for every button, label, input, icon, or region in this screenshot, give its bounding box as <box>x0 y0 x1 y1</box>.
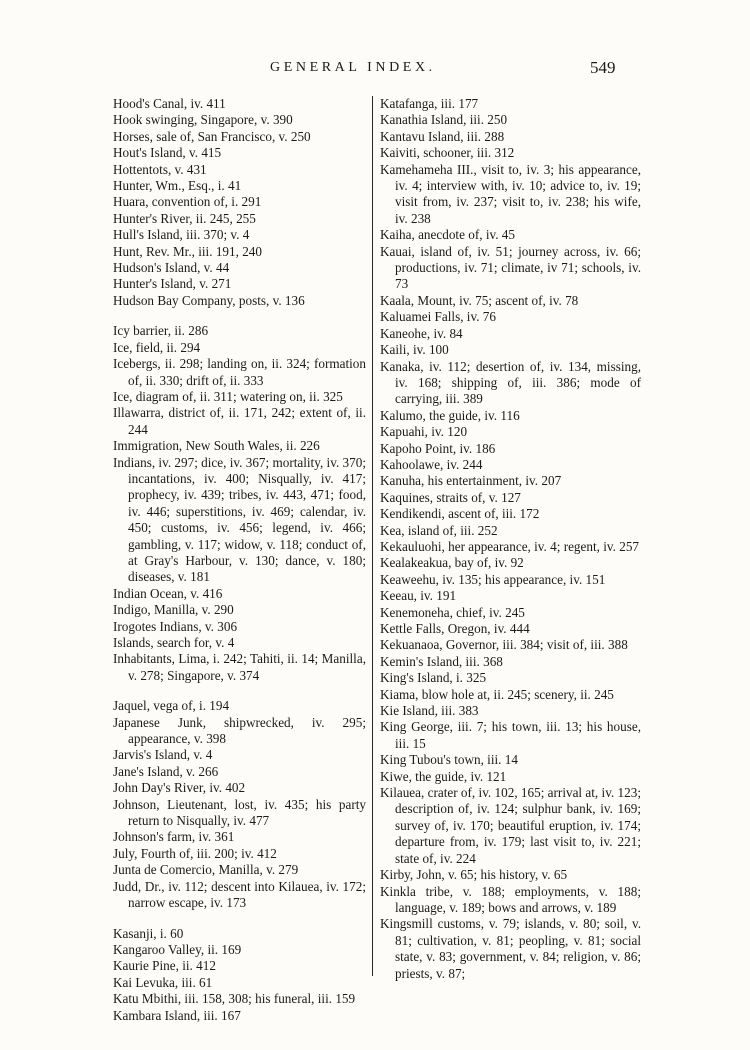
page-number: 549 <box>590 58 616 77</box>
index-entry: Kaiviti, schooner, iii. 312 <box>380 145 515 161</box>
index-entry: Kapoho Point, iv. 186 <box>380 440 496 456</box>
running-title: GENERAL INDEX. <box>270 60 436 75</box>
index-entry: Hout's Island, v. 415 <box>113 145 222 161</box>
index-entry: Hook swinging, Singapore, v. 390 <box>113 112 293 128</box>
index-entry: Kangaroo Valley, ii. 169 <box>113 941 242 957</box>
right-index-column <box>380 96 641 982</box>
index-entry: Kantavu Island, iii. 288 <box>380 128 505 144</box>
index-entry: Kirby, John, v. 65; his history, v. 65 <box>380 867 568 883</box>
index-entry: Kealakeakua, bay of, iv. 92 <box>380 555 524 571</box>
index-entry: Keaweehu, iv. 135; his appearance, iv. 151 <box>380 571 606 587</box>
index-entry: Junta de Comercio, Manilla, v. 279 <box>113 862 299 878</box>
index-entry: Kilauea, crater of, iv. 102, 165; arrival at, iv. 123; description of, iv. 124; sulphur bank, iv. 169; survey of, iv. 170; beautiful eruption, iv. 174; departure from, iv. 179; last visit to, iv. 221; state of, iv. 224 <box>380 785 641 866</box>
column-divider <box>372 96 373 976</box>
index-entry: Kaala, Mount, iv. 75; ascent of, iv. 78 <box>380 292 579 308</box>
index-entry: July, Fourth of, iii. 200; iv. 412 <box>113 845 277 861</box>
index-entry: Kemin's Island, iii. 368 <box>380 653 503 669</box>
index-entry: Icebergs, ii. 298; landing on, ii. 324; formation of, ii. 330; drift of, ii. 333 <box>113 356 366 388</box>
index-entry: Kettle Falls, Oregon, iv. 444 <box>380 621 530 636</box>
index-entry: Kalumo, the guide, iv. 116 <box>380 407 520 423</box>
index-entry: Hunt, Rev. Mr., iii. 191, 240 <box>113 243 262 259</box>
index-entry: Hunter's Island, v. 271 <box>113 276 232 292</box>
letter-group-gap <box>113 309 366 323</box>
index-entry: Kaiha, anecdote of, iv. 45 <box>380 227 515 243</box>
index-entry: Kambara Island, iii. 167 <box>113 1007 241 1023</box>
index-entry: Hunter, Wm., Esq., i. 41 <box>113 178 242 194</box>
index-entry: Kenemoneha, chief, iv. 245 <box>380 604 525 620</box>
index-entry: Kapuahi, iv. 120 <box>380 424 468 440</box>
index-entry: Johnson, Lieutenant, lost, iv. 435; his party return to Nisqually, iv. 477 <box>113 796 366 829</box>
index-entry: Hottentots, v. 431 <box>113 161 207 177</box>
index-entry: King Tubou's town, iii. 14 <box>380 752 518 768</box>
index-entry: Jane's Island, v. 266 <box>113 763 219 779</box>
index-entry: Judd, Dr., iv. 112; descent into Kilauea, iv. 172; narrow escape, iv. 173 <box>113 878 366 911</box>
index-entry: Japanese Junk, shipwrecked, iv. 295; appearance, v. 398 <box>113 714 366 747</box>
index-entry: John Day's River, iv. 402 <box>113 780 246 796</box>
index-entry: Hudson's Island, v. 44 <box>113 260 230 276</box>
index-entry: Kaneohe, iv. 84 <box>380 325 463 341</box>
index-entry: Kanaka, iv. 112; desertion of, iv. 134, missing, iv. 168; shipping of, iii. 386; mode of carrying, iii. 389 <box>380 358 641 407</box>
index-entry: Indian Ocean, v. 416 <box>113 585 223 601</box>
index-entry: Kai Levuka, iii. 61 <box>113 974 213 990</box>
index-entry: Kekuanaoa, Governor, iii. 384; visit of, iii. 388 <box>380 637 628 653</box>
index-entry: King George, iii. 7; his town, iii. 13; his house, iii. 15 <box>380 719 641 751</box>
index-entry: Kingsmill customs, v. 79; islands, v. 80; soil, v. 81; cultivation, v. 81; peopling, v. 81; social state, v. 83; government, v. 84; religion, v. 86; priests, v. 87; <box>380 916 641 981</box>
index-entry: Kie Island, iii. 383 <box>380 703 479 719</box>
index-entry: Katafanga, iii. 177 <box>380 96 479 111</box>
index-entry: Hull's Island, iii. 370; v. 4 <box>113 227 250 243</box>
index-entry: Immigration, New South Wales, ii. 226 <box>113 438 320 454</box>
index-entry: Kahoolawe, iv. 244 <box>380 456 483 472</box>
index-entry: Johnson's farm, iv. 361 <box>113 829 235 845</box>
index-entry: Hudson Bay Company, posts, v. 136 <box>113 292 305 308</box>
index-entry: Jaquel, vega of, i. 194 <box>113 698 230 714</box>
index-entry: Kekauluohi, her appearance, iv. 4; regent, iv. 257 <box>380 538 640 554</box>
index-entry: Keeau, iv. 191 <box>380 588 457 604</box>
index-entry: Katu Mbithi, iii. 158, 308; his funeral, iii. 159 <box>113 991 356 1007</box>
index-entry: Icy barrier, ii. 286 <box>113 323 209 339</box>
index-entry: Islands, search for, v. 4 <box>113 635 235 650</box>
left-index-column <box>113 96 366 1024</box>
index-entry: Ice, field, ii. 294 <box>113 339 201 355</box>
index-entry: Kanathia Island, iii. 250 <box>380 112 508 128</box>
index-entry: Horses, sale of, San Francisco, v. 250 <box>113 128 311 144</box>
letter-group-gap <box>113 684 366 698</box>
index-entry: Inhabitants, Lima, i. 242; Tahiti, ii. 14; Manilla, v. 278; Singapore, v. 374 <box>113 651 366 683</box>
index-entry: Kaurie Pine, ii. 412 <box>113 958 216 974</box>
index-entry: Kamehameha III., visit to, iv. 3; his appearance, iv. 4; interview with, iv. 10; advice to, iv. 19; visit from, iv. 237; visit to, iv. 238; his wife, iv. 238 <box>380 161 641 226</box>
index-entry: Kendikendi, ascent of, iii. 172 <box>380 506 540 522</box>
letter-group-gap <box>113 912 366 926</box>
index-entry: Kinkla tribe, v. 188; employments, v. 188; language, v. 189; bows and arrows, v. 189 <box>380 883 641 915</box>
index-entry: Kea, island of, iii. 252 <box>380 522 498 538</box>
index-entry: Illawarra, district of, ii. 171, 242; extent of, ii. 244 <box>113 405 366 437</box>
index-entry: Kaili, iv. 100 <box>380 342 449 358</box>
index-entry: Jarvis's Island, v. 4 <box>113 747 213 763</box>
index-entry: Huara, convention of, i. 291 <box>113 194 262 210</box>
index-entry: Ice, diagram of, ii. 311; watering on, ii. 325 <box>113 388 343 404</box>
index-entry: Kaluamei Falls, iv. 76 <box>380 309 496 325</box>
index-entry: Indigo, Manilla, v. 290 <box>113 602 234 618</box>
index-entry: Irogotes Indians, v. 306 <box>113 618 238 634</box>
index-entry: Kaquines, straits of, v. 127 <box>380 489 521 505</box>
index-entry: King's Island, i. 325 <box>380 670 487 686</box>
index-entry: Kasanji, i. 60 <box>113 925 184 941</box>
index-entry: Kauai, island of, iv. 51; journey across, iv. 66; productions, iv. 71; climate, iv 71; schools, iv. 73 <box>380 243 641 292</box>
index-entry: Kiama, blow hole at, ii. 245; scenery, ii. 245 <box>380 686 614 702</box>
index-entry: Indians, iv. 297; dice, iv. 367; mortality, iv. 370; incantations, iv. 400; Nisqually, iv. 417; prophecy, iv. 439; tribes, iv. 443, 471; food, iv. 446; superstitions, iv. 469; calendar, iv. 450; customs, iv. 456; legend, iv. 466; gambling, v. 117; widow, v. 118; conduct of, at Gray's Harbour, v. 130; dance, v. 180; diseases, v. 181 <box>113 454 366 585</box>
index-entry: Hunter's River, ii. 245, 255 <box>113 210 256 226</box>
index-entry: Hood's Canal, iv. 411 <box>113 96 226 111</box>
index-entry: Kiwe, the guide, iv. 121 <box>380 768 507 784</box>
index-entry: Kanuha, his entertainment, iv. 207 <box>380 473 562 489</box>
page-header <box>0 60 750 84</box>
